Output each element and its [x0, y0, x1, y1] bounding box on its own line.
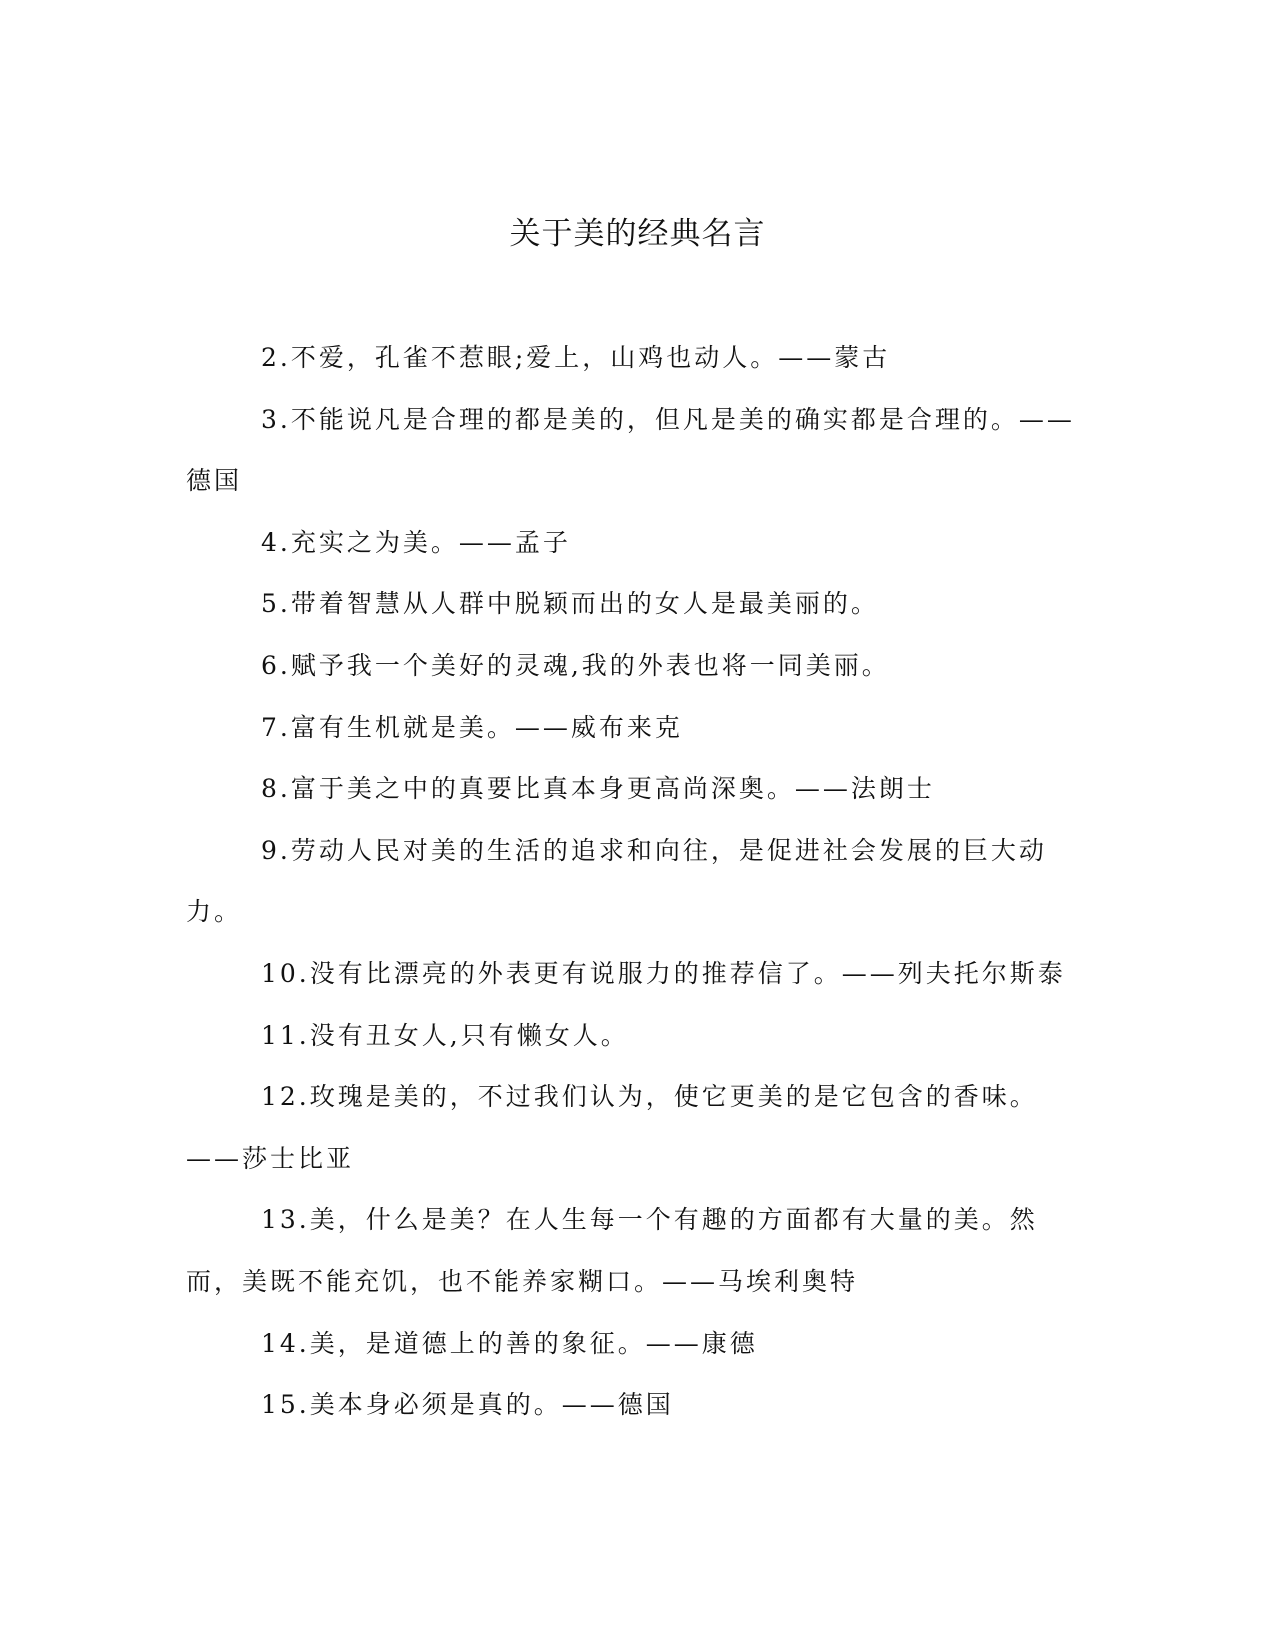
quote-item: 15.美本身必须是真的。——德国 — [261, 1390, 674, 1420]
quote-item: 9.劳动人民对美的生活的追求和向往，是促进社会发展的巨大动力。 — [186, 835, 1047, 927]
quote-item: 8.富于美之中的真要比真本身更高尚深奥。——法朗士 — [261, 774, 935, 804]
quote-item: 7.富有生机就是美。——威布来克 — [261, 712, 683, 742]
quote-item: 10.没有比漂亮的外表更有说服力的推荐信了。——列夫托尔斯泰 — [261, 958, 1066, 988]
quote-item: 14.美，是道德上的善的象征。——康德 — [261, 1328, 758, 1358]
quote-list — [186, 327, 1086, 1436]
quote-item: 6.赋予我一个美好的灵魂,我的外表也将一同美丽。 — [261, 650, 890, 680]
quote-item: 12.玫瑰是美的，不过我们认为，使它更美的是它包含的香味。——莎士比亚 — [186, 1082, 1038, 1173]
quote-item: 11.没有丑女人,只有懒女人。 — [261, 1020, 629, 1050]
quote-item: 5.带着智慧从人群中脱颖而出的女人是最美丽的。 — [261, 589, 879, 619]
quote-item: 2.不爱，孔雀不惹眼;爱上，山鸡也动人。——蒙古 — [261, 343, 891, 372]
quote-item: 4.充实之为美。——孟子 — [261, 527, 571, 557]
quote-item: 13.美，什么是美？在人生每一个有趣的方面都有大量的美。然而，美既不能充饥，也不能养家糊口。——马埃利奥特 — [186, 1205, 1038, 1296]
document-title: 关于美的经典名言 — [509, 216, 766, 252]
quote-item: 3.不能说凡是合理的都是美的，但凡是美的确实都是合理的。——德国 — [186, 404, 1075, 496]
